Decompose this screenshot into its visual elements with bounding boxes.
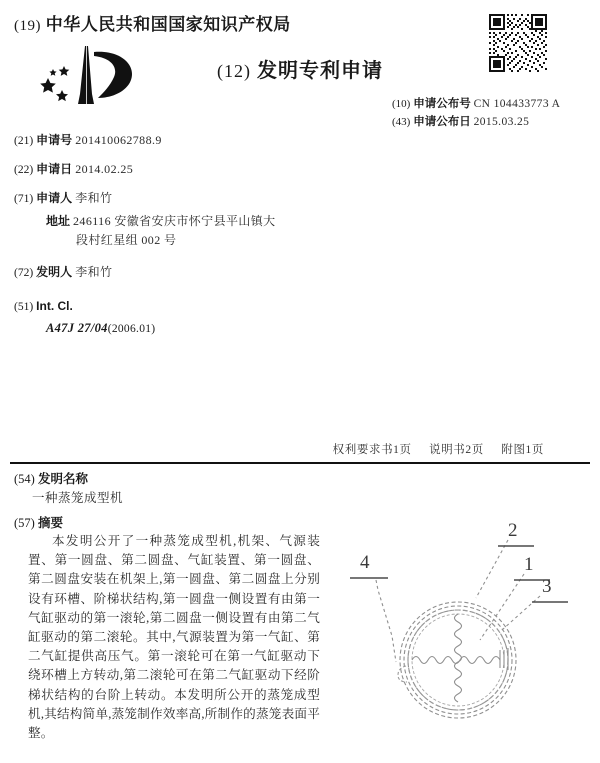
invention-title-header [14, 470, 123, 489]
ipc-classification-value: A47J 27/04 [46, 321, 108, 335]
invention-title-label: 发明名称 [37, 472, 88, 486]
inventor-label: 发明人 [36, 265, 73, 279]
invention-title-value: 一种蒸笼成型机 [32, 491, 124, 505]
publication-date-row [392, 114, 560, 130]
ipc-row [14, 298, 374, 316]
page-title [0, 54, 600, 83]
inventor-row [14, 264, 374, 282]
ipc-edition-value: (2006.01) [107, 323, 156, 335]
applicant-value: 李和竹 [75, 191, 113, 205]
publication-number-value: CN 104433773 A [473, 98, 561, 110]
page-count-line [0, 441, 600, 457]
invention-title-code: (54) [14, 472, 35, 486]
publication-number-row [392, 96, 560, 112]
application-number-code: (21) [14, 135, 34, 147]
inventor-value: 李和竹 [75, 265, 113, 279]
publication-date-code: (43) [392, 116, 411, 128]
publication-block [392, 96, 560, 132]
abstract-label: 摘要 [37, 516, 63, 530]
doc-type-code: (12) [217, 61, 251, 81]
patent-figure-drawing [340, 518, 596, 758]
office-header [14, 10, 291, 35]
ipc-code: (51) [14, 301, 34, 313]
publication-number-label: 申请公布号 [413, 98, 471, 110]
invention-title-block [14, 470, 123, 508]
applicant-row [14, 190, 374, 208]
page-count-claims: 权利要求书1页 [332, 444, 412, 456]
application-date-value: 2014.02.25 [75, 162, 134, 176]
doc-type-label: 发明专利申请 [257, 60, 383, 82]
address-row-2 [76, 231, 374, 250]
application-number-label: 申请号 [36, 133, 73, 147]
publication-date-value: 2015.03.25 [473, 116, 530, 128]
figure-label-4: 4 [360, 552, 370, 573]
address-row [46, 212, 374, 231]
applicant-code: (71) [14, 193, 34, 205]
application-date-label: 申请日 [36, 162, 73, 176]
publication-date-label: 申请公布日 [413, 116, 471, 128]
ipc-classification-row [46, 321, 374, 336]
inventor-code: (72) [14, 267, 34, 279]
address-line-1: 246116 安徽省安庆市怀宁县平山镇大 [73, 214, 276, 228]
figure-label-3: 3 [542, 576, 552, 597]
figure-label-1: 1 [524, 554, 534, 575]
bibliographic-block [14, 132, 374, 336]
office-name: 中华人民共和国国家知识产权局 [45, 15, 291, 34]
publication-number-code: (10) [392, 98, 411, 110]
ipc-label: Int. Cl. [36, 299, 73, 313]
figure-label-2: 2 [508, 520, 518, 541]
page-count-description: 说明书2页 [429, 444, 484, 456]
office-code: (19) [14, 18, 41, 34]
abstract-code: (57) [14, 516, 35, 530]
abstract-text: 本发明公开了一种蒸笼成型机,机架、气源装置、第一圆盘、第二圆盘、气缸装置、第一圆盘、第二圆盘安装在机架上,第一圆盘、第二圆盘上分别设有环槽、阶梯状结构,第一圆盘一侧设置有由第一气缸驱动的第一滚轮,第二圆盘一侧设置有由第二气缸驱动的第二滚轮。其中,气源装置为第一气缸、第二气缸提供高压气。第一滚轮可在第一气缸驱动下绕环槽上方转动,第二滚轮可在第二气缸驱动下经阶梯状结构的台阶上转动。本发明所公开的蒸笼成型机,其结构简单,蒸笼制作效率高,所制作的蒸笼表面平整。 [28, 534, 320, 741]
abstract-header [14, 513, 63, 531]
application-date-code: (22) [14, 164, 34, 176]
applicant-label: 申请人 [36, 191, 73, 205]
application-number-value: 201410062788.9 [75, 133, 162, 147]
section-divider [10, 462, 590, 464]
address-line-2: 段村红星组 002 号 [76, 233, 177, 247]
page-count-drawings: 附图1页 [501, 444, 544, 456]
application-date-row [14, 161, 374, 179]
application-number-row [14, 132, 374, 150]
address-label: 地址 [46, 214, 71, 228]
